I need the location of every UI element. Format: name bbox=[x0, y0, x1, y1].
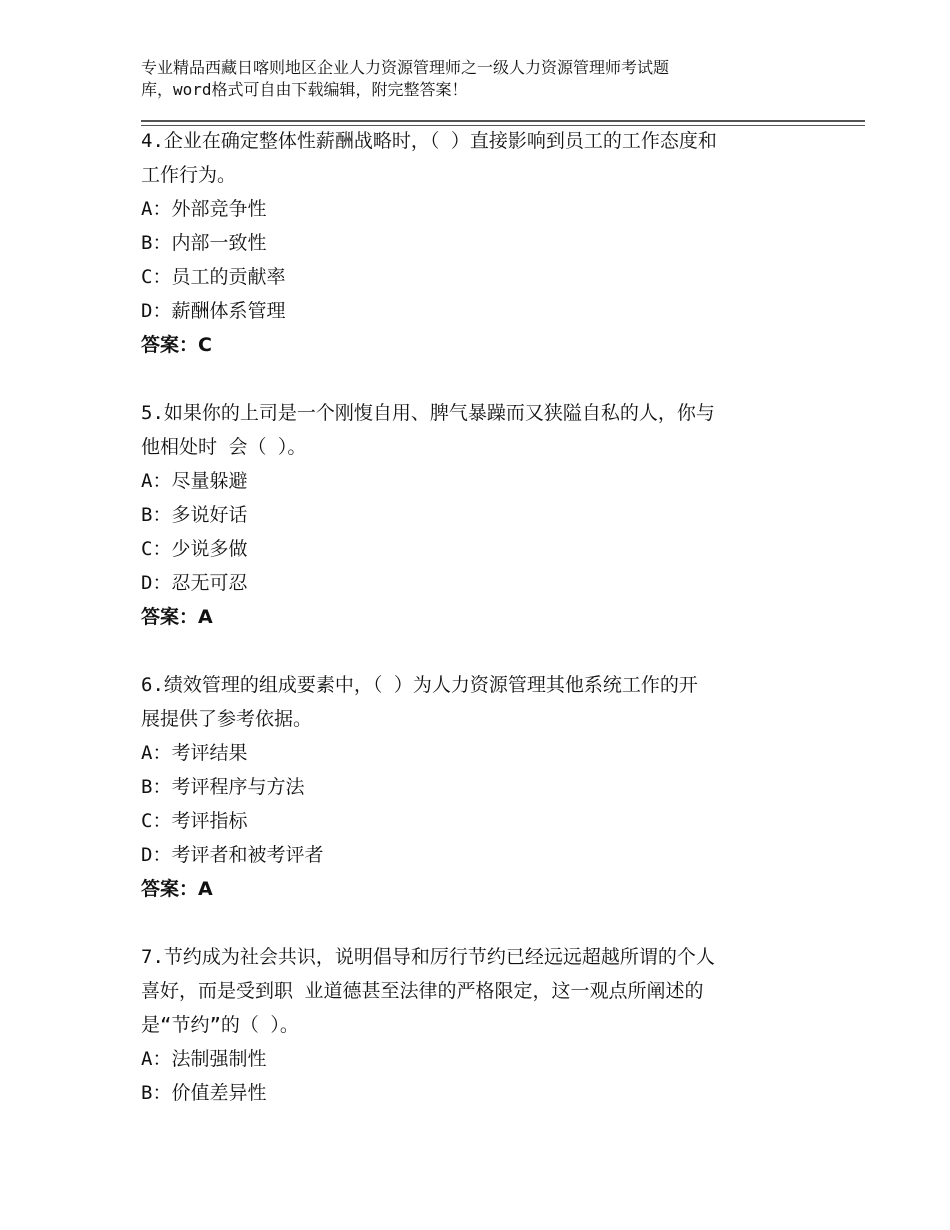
question-text: 他相处时 会（ ）。 bbox=[141, 436, 307, 458]
option-d: D：薪酬体系管理 bbox=[141, 300, 286, 322]
option-c: C：员工的贡献率 bbox=[141, 266, 286, 288]
answer: 答案：A bbox=[141, 606, 213, 628]
question-text: 工作行为。 bbox=[141, 164, 237, 186]
spacer bbox=[141, 362, 841, 396]
question-4 bbox=[141, 124, 841, 362]
option-a: A：尽量躲避 bbox=[141, 470, 248, 492]
spacer bbox=[141, 906, 841, 940]
option-b: B：价值差异性 bbox=[141, 1082, 267, 1104]
header-line-1: 专业精品西藏日喀则地区企业人力资源管理师之一级人力资源管理师考试题 bbox=[141, 58, 670, 77]
option-d: D：忍无可忍 bbox=[141, 572, 248, 594]
option-b: B：考评程序与方法 bbox=[141, 776, 305, 798]
header-divider bbox=[141, 120, 865, 122]
question-text: 5.如果你的上司是一个刚愎自用、脾气暴躁而又狭隘自私的人，你与 bbox=[141, 402, 715, 424]
option-c: C：考评指标 bbox=[141, 810, 248, 832]
answer: 答案：C bbox=[141, 334, 212, 356]
question-6 bbox=[141, 668, 841, 906]
question-text: 7.节约成为社会共识，说明倡导和厉行节约已经远远超越所谓的个人 bbox=[141, 946, 715, 968]
answer: 答案：A bbox=[141, 878, 213, 900]
option-b: B：内部一致性 bbox=[141, 232, 267, 254]
option-d: D：考评者和被考评者 bbox=[141, 844, 324, 866]
option-b: B：多说好话 bbox=[141, 504, 248, 526]
header-line-2: 库，word格式可自由下载编辑，附完整答案！ bbox=[141, 80, 468, 99]
spacer bbox=[141, 634, 841, 668]
option-a: A：外部竞争性 bbox=[141, 198, 267, 220]
question-list bbox=[141, 124, 841, 1110]
option-c: C：少说多做 bbox=[141, 538, 248, 560]
question-text: 展提供了参考依据。 bbox=[141, 708, 313, 730]
question-text: 喜好，而是受到职 业道德甚至法律的严格限定，这一观点所阐述的 bbox=[141, 980, 704, 1002]
question-text: 4.企业在确定整体性薪酬战略时，（ ）直接影响到员工的工作态度和 bbox=[141, 130, 717, 152]
question-7 bbox=[141, 940, 841, 1110]
question-5 bbox=[141, 396, 841, 634]
question-text: 6.绩效管理的组成要素中，（ ）为人力资源管理其他系统工作的开 bbox=[141, 674, 698, 696]
question-text: 是“节约”的（ ）。 bbox=[141, 1014, 299, 1036]
document-header bbox=[141, 57, 831, 101]
option-a: A：法制强制性 bbox=[141, 1048, 267, 1070]
option-a: A：考评结果 bbox=[141, 742, 248, 764]
